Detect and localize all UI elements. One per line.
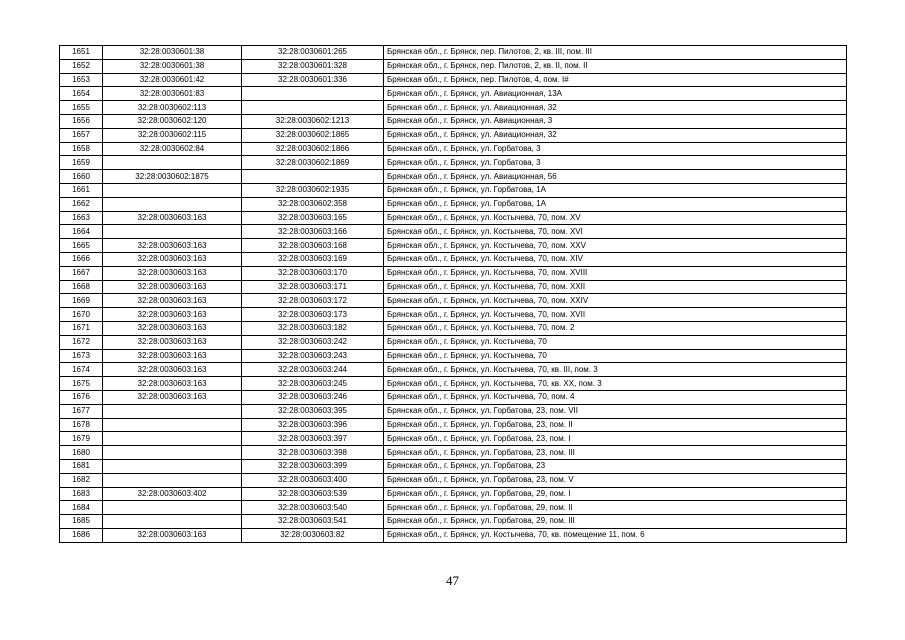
row-number-cell: 1670 xyxy=(60,308,103,322)
row-number-cell: 1679 xyxy=(60,432,103,446)
row-number-cell: 1653 xyxy=(60,73,103,87)
object-cadastral-number-cell: 32:28:0030603:242 xyxy=(242,335,384,349)
object-cadastral-number-cell: 32:28:0030603:182 xyxy=(242,321,384,335)
table-row xyxy=(60,349,847,363)
object-cadastral-number-cell xyxy=(242,87,384,101)
row-number-cell: 1682 xyxy=(60,473,103,487)
address-cell: Брянская обл., г. Брянск, ул. Авиационная, 13А xyxy=(384,87,847,101)
table-row xyxy=(60,294,847,308)
row-number-cell: 1677 xyxy=(60,404,103,418)
row-number-cell: 1672 xyxy=(60,335,103,349)
object-cadastral-number-cell: 32:28:0030603:395 xyxy=(242,404,384,418)
row-number-cell: 1665 xyxy=(60,239,103,253)
address-cell: Брянская обл., г. Брянск, ул. Горбатова, 3 xyxy=(384,142,847,156)
row-number-cell: 1657 xyxy=(60,128,103,142)
table-row xyxy=(60,473,847,487)
address-cell: Брянская обл., г. Брянск, ул. Костычева, 70, пом. XXV xyxy=(384,239,847,253)
row-number-cell: 1660 xyxy=(60,170,103,184)
table-row xyxy=(60,377,847,391)
row-number-cell: 1664 xyxy=(60,225,103,239)
table-row xyxy=(60,363,847,377)
parcel-cadastral-number-cell: 32:28:0030602:113 xyxy=(103,101,242,115)
parcel-cadastral-number-cell xyxy=(103,156,242,170)
address-cell: Брянская обл., г. Брянск, ул. Горбатова, 23, пом. I xyxy=(384,432,847,446)
parcel-cadastral-number-cell: 32:28:0030602:84 xyxy=(103,142,242,156)
parcel-cadastral-number-cell xyxy=(103,183,242,197)
parcel-cadastral-number-cell: 32:28:0030601:83 xyxy=(103,87,242,101)
address-cell: Брянская обл., г. Брянск, ул. Костычева, 70, пом. XIV xyxy=(384,252,847,266)
object-cadastral-number-cell: 32:28:0030601:336 xyxy=(242,73,384,87)
object-cadastral-number-cell: 32:28:0030603:397 xyxy=(242,432,384,446)
object-cadastral-number-cell: 32:28:0030603:541 xyxy=(242,515,384,529)
parcel-cadastral-number-cell: 32:28:0030603:163 xyxy=(103,349,242,363)
parcel-cadastral-number-cell: 32:28:0030603:163 xyxy=(103,211,242,225)
parcel-cadastral-number-cell: 32:28:0030601:38 xyxy=(103,46,242,60)
object-cadastral-number-cell: 32:28:0030602:1866 xyxy=(242,142,384,156)
table-row xyxy=(60,459,847,473)
address-cell: Брянская обл., г. Брянск, ул. Авиационная, 3 xyxy=(384,114,847,128)
address-cell: Брянская обл., г. Брянск, ул. Горбатова, 29, пом. II xyxy=(384,501,847,515)
object-cadastral-number-cell: 32:28:0030603:168 xyxy=(242,239,384,253)
parcel-cadastral-number-cell xyxy=(103,404,242,418)
address-cell: Брянская обл., г. Брянск, ул. Костычева, 70, кв. помещение 11, пом. 6 xyxy=(384,528,847,542)
row-number-cell: 1675 xyxy=(60,377,103,391)
row-number-cell: 1658 xyxy=(60,142,103,156)
row-number-cell: 1686 xyxy=(60,528,103,542)
address-cell: Брянская обл., г. Брянск, ул. Горбатова, 23 xyxy=(384,459,847,473)
parcel-cadastral-number-cell xyxy=(103,473,242,487)
table-row xyxy=(60,142,847,156)
parcel-cadastral-number-cell: 32:28:0030603:163 xyxy=(103,280,242,294)
address-cell: Брянская обл., г. Брянск, ул. Костычева, 70, пом. XV xyxy=(384,211,847,225)
parcel-cadastral-number-cell xyxy=(103,197,242,211)
parcel-cadastral-number-cell: 32:28:0030603:163 xyxy=(103,528,242,542)
address-cell: Брянская обл., г. Брянск, ул. Костычева, 70, пом. XVIII xyxy=(384,266,847,280)
table-row xyxy=(60,418,847,432)
row-number-cell: 1651 xyxy=(60,46,103,60)
row-number-cell: 1661 xyxy=(60,183,103,197)
row-number-cell: 1663 xyxy=(60,211,103,225)
address-cell: Брянская обл., г. Брянск, пер. Пилотов, 4, пом. I# xyxy=(384,73,847,87)
address-cell: Брянская обл., г. Брянск, ул. Горбатова, 29, пом. III xyxy=(384,515,847,529)
table-row xyxy=(60,308,847,322)
table-row xyxy=(60,114,847,128)
object-cadastral-number-cell: 32:28:0030603:246 xyxy=(242,390,384,404)
address-cell: Брянская обл., г. Брянск, пер. Пилотов, 2, кв. III, пом. III xyxy=(384,46,847,60)
address-cell: Брянская обл., г. Брянск, ул. Авиационная, 32 xyxy=(384,101,847,115)
object-cadastral-number-cell: 32:28:0030603:243 xyxy=(242,349,384,363)
address-cell: Брянская обл., г. Брянск, пер. Пилотов, 2, кв. II, пом. II xyxy=(384,59,847,73)
parcel-cadastral-number-cell: 32:28:0030603:163 xyxy=(103,377,242,391)
object-cadastral-number-cell: 32:28:0030602:1865 xyxy=(242,128,384,142)
address-cell: Брянская обл., г. Брянск, ул. Горбатова, 23, пом. V xyxy=(384,473,847,487)
table-row xyxy=(60,73,847,87)
address-cell: Брянская обл., г. Брянск, ул. Горбатова, 29, пом. I xyxy=(384,487,847,501)
parcel-cadastral-number-cell: 32:28:0030603:163 xyxy=(103,390,242,404)
address-cell: Брянская обл., г. Брянск, ул. Авиационная, 56 xyxy=(384,170,847,184)
table-row xyxy=(60,335,847,349)
row-number-cell: 1680 xyxy=(60,446,103,460)
object-cadastral-number-cell: 32:28:0030603:539 xyxy=(242,487,384,501)
object-cadastral-number-cell: 32:28:0030603:172 xyxy=(242,294,384,308)
object-cadastral-number-cell: 32:28:0030603:540 xyxy=(242,501,384,515)
table-row xyxy=(60,197,847,211)
table-row xyxy=(60,266,847,280)
row-number-cell: 1667 xyxy=(60,266,103,280)
address-cell: Брянская обл., г. Брянск, ул. Горбатова, 23, пом. III xyxy=(384,446,847,460)
parcel-cadastral-number-cell: 32:28:0030603:163 xyxy=(103,363,242,377)
object-cadastral-number-cell: 32:28:0030603:398 xyxy=(242,446,384,460)
row-number-cell: 1659 xyxy=(60,156,103,170)
table-row xyxy=(60,87,847,101)
table-row xyxy=(60,432,847,446)
parcel-cadastral-number-cell: 32:28:0030602:1875 xyxy=(103,170,242,184)
row-number-cell: 1656 xyxy=(60,114,103,128)
address-cell: Брянская обл., г. Брянск, ул. Горбатова, 1А xyxy=(384,197,847,211)
object-cadastral-number-cell: 32:28:0030603:169 xyxy=(242,252,384,266)
table-row xyxy=(60,487,847,501)
object-cadastral-number-cell: 32:28:0030601:328 xyxy=(242,59,384,73)
row-number-cell: 1654 xyxy=(60,87,103,101)
parcel-cadastral-number-cell: 32:28:0030603:163 xyxy=(103,266,242,280)
table-row xyxy=(60,501,847,515)
object-cadastral-number-cell: 32:28:0030602:358 xyxy=(242,197,384,211)
address-cell: Брянская обл., г. Брянск, ул. Костычева, 70 xyxy=(384,349,847,363)
parcel-cadastral-number-cell xyxy=(103,446,242,460)
parcel-cadastral-number-cell xyxy=(103,501,242,515)
table-body xyxy=(60,46,847,543)
table-row xyxy=(60,515,847,529)
object-cadastral-number-cell: 32:28:0030603:166 xyxy=(242,225,384,239)
table-row xyxy=(60,528,847,542)
row-number-cell: 1668 xyxy=(60,280,103,294)
table-row xyxy=(60,239,847,253)
parcel-cadastral-number-cell xyxy=(103,418,242,432)
object-cadastral-number-cell: 32:28:0030603:400 xyxy=(242,473,384,487)
row-number-cell: 1681 xyxy=(60,459,103,473)
row-number-cell: 1685 xyxy=(60,515,103,529)
parcel-cadastral-number-cell: 32:28:0030603:163 xyxy=(103,321,242,335)
object-cadastral-number-cell: 32:28:0030603:170 xyxy=(242,266,384,280)
table-row xyxy=(60,170,847,184)
row-number-cell: 1676 xyxy=(60,390,103,404)
table-row xyxy=(60,101,847,115)
table-row xyxy=(60,128,847,142)
table-row xyxy=(60,252,847,266)
object-cadastral-number-cell xyxy=(242,170,384,184)
table-row xyxy=(60,46,847,60)
address-cell: Брянская обл., г. Брянск, ул. Костычева, 70, кв. III, пом. 3 xyxy=(384,363,847,377)
row-number-cell: 1678 xyxy=(60,418,103,432)
parcel-cadastral-number-cell: 32:28:0030602:115 xyxy=(103,128,242,142)
table-row xyxy=(60,225,847,239)
address-cell: Брянская обл., г. Брянск, ул. Костычева, 70, пом. XVII xyxy=(384,308,847,322)
row-number-cell: 1655 xyxy=(60,101,103,115)
object-cadastral-number-cell: 32:28:0030603:244 xyxy=(242,363,384,377)
parcel-cadastral-number-cell: 32:28:0030601:38 xyxy=(103,59,242,73)
address-cell: Брянская обл., г. Брянск, ул. Костычева, 70, кв. XX, пом. 3 xyxy=(384,377,847,391)
table-row xyxy=(60,59,847,73)
row-number-cell: 1671 xyxy=(60,321,103,335)
parcel-cadastral-number-cell: 32:28:0030603:163 xyxy=(103,335,242,349)
table-row xyxy=(60,183,847,197)
row-number-cell: 1666 xyxy=(60,252,103,266)
parcel-cadastral-number-cell: 32:28:0030602:120 xyxy=(103,114,242,128)
table-row xyxy=(60,211,847,225)
parcel-cadastral-number-cell xyxy=(103,225,242,239)
row-number-cell: 1669 xyxy=(60,294,103,308)
row-number-cell: 1683 xyxy=(60,487,103,501)
object-cadastral-number-cell: 32:28:0030603:173 xyxy=(242,308,384,322)
parcel-cadastral-number-cell: 32:28:0030603:163 xyxy=(103,294,242,308)
table-row xyxy=(60,156,847,170)
property-register-table xyxy=(59,45,847,543)
object-cadastral-number-cell: 32:28:0030603:165 xyxy=(242,211,384,225)
parcel-cadastral-number-cell xyxy=(103,459,242,473)
address-cell: Брянская обл., г. Брянск, ул. Костычева, 70, пом. XVI xyxy=(384,225,847,239)
object-cadastral-number-cell: 32:28:0030603:396 xyxy=(242,418,384,432)
table-row xyxy=(60,390,847,404)
table-row xyxy=(60,446,847,460)
row-number-cell: 1684 xyxy=(60,501,103,515)
parcel-cadastral-number-cell: 32:28:0030603:163 xyxy=(103,239,242,253)
object-cadastral-number-cell: 32:28:0030602:1869 xyxy=(242,156,384,170)
object-cadastral-number-cell: 32:28:0030602:1213 xyxy=(242,114,384,128)
parcel-cadastral-number-cell xyxy=(103,432,242,446)
object-cadastral-number-cell: 32:28:0030603:82 xyxy=(242,528,384,542)
object-cadastral-number-cell: 32:28:0030602:1935 xyxy=(242,183,384,197)
object-cadastral-number-cell xyxy=(242,101,384,115)
parcel-cadastral-number-cell: 32:28:0030603:402 xyxy=(103,487,242,501)
page-number: 47 xyxy=(446,573,459,588)
parcel-cadastral-number-cell: 32:28:0030601:42 xyxy=(103,73,242,87)
address-cell: Брянская обл., г. Брянск, ул. Костычева, 70 xyxy=(384,335,847,349)
object-cadastral-number-cell: 32:28:0030601:265 xyxy=(242,46,384,60)
address-cell: Брянская обл., г. Брянск, ул. Горбатова, 1А xyxy=(384,183,847,197)
address-cell: Брянская обл., г. Брянск, ул. Костычева, 70, пом. 4 xyxy=(384,390,847,404)
parcel-cadastral-number-cell xyxy=(103,515,242,529)
object-cadastral-number-cell: 32:28:0030603:245 xyxy=(242,377,384,391)
object-cadastral-number-cell: 32:28:0030603:399 xyxy=(242,459,384,473)
address-cell: Брянская обл., г. Брянск, ул. Горбатова, 3 xyxy=(384,156,847,170)
address-cell: Брянская обл., г. Брянск, ул. Костычева, 70, пом. 2 xyxy=(384,321,847,335)
address-cell: Брянская обл., г. Брянск, ул. Горбатова, 23, пом. VII xyxy=(384,404,847,418)
row-number-cell: 1662 xyxy=(60,197,103,211)
object-cadastral-number-cell: 32:28:0030603:171 xyxy=(242,280,384,294)
table-row xyxy=(60,321,847,335)
table-row xyxy=(60,280,847,294)
row-number-cell: 1652 xyxy=(60,59,103,73)
table-row xyxy=(60,404,847,418)
address-cell: Брянская обл., г. Брянск, ул. Костычева, 70, пом. XXIV xyxy=(384,294,847,308)
row-number-cell: 1674 xyxy=(60,363,103,377)
address-cell: Брянская обл., г. Брянск, ул. Горбатова, 23, пом. II xyxy=(384,418,847,432)
address-cell: Брянская обл., г. Брянск, ул. Костычева, 70, пом. XXII xyxy=(384,280,847,294)
address-cell: Брянская обл., г. Брянск, ул. Авиационная, 32 xyxy=(384,128,847,142)
parcel-cadastral-number-cell: 32:28:0030603:163 xyxy=(103,252,242,266)
parcel-cadastral-number-cell: 32:28:0030603:163 xyxy=(103,308,242,322)
row-number-cell: 1673 xyxy=(60,349,103,363)
